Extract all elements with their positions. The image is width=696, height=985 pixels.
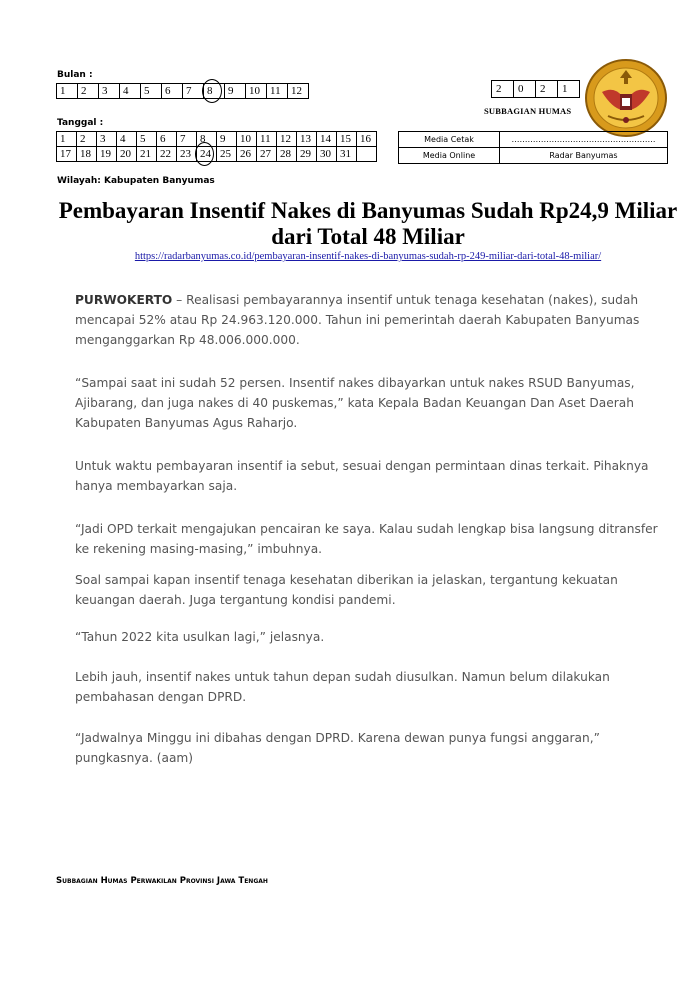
month-cell: 5 [141, 84, 162, 99]
day-cell: 9 [217, 132, 237, 147]
month-cell: 7 [183, 84, 204, 99]
media-online-value: Radar Banyumas [500, 148, 668, 164]
day-cell: 17 [57, 147, 77, 162]
bulan-label: Bulan : [57, 70, 93, 80]
day-cell: 2 [77, 132, 97, 147]
selected-circle [202, 79, 222, 103]
tanggal-label: Tanggal : [57, 118, 104, 128]
garuda-emblem-icon [584, 58, 668, 138]
day-cell: 5 [137, 132, 157, 147]
day-cell: 28 [277, 147, 297, 162]
day-cell: 25 [217, 147, 237, 162]
year-digit: 1 [558, 81, 580, 98]
day-cell: 8 [197, 132, 217, 147]
day-grid [56, 131, 377, 162]
month-cell: 4 [120, 84, 141, 99]
day-cell: 15 [337, 132, 357, 147]
footer-text: Subbagian Humas Perwakilan Provinsi Jawa Tengah [56, 876, 268, 886]
wilayah-label: Wilayah: Kabupaten Banyumas [57, 176, 215, 186]
paragraph-8: “Jadwalnya Minggu ini dibahas dengan DPRD. Karena dewan punya fungsi anggaran,” pungkasnya. (aam) [75, 731, 600, 765]
day-cell: 10 [237, 132, 257, 147]
day-cell: 30 [317, 147, 337, 162]
day-cell: 29 [297, 147, 317, 162]
media-cetak-label: Media Cetak [399, 132, 500, 148]
media-table [398, 131, 668, 164]
day-cell: 12 [277, 132, 297, 147]
paragraph-1: PURWOKERTO – Realisasi pembayarannya insentif untuk tenaga kesehatan (nakes), sudah mencapai 52% atau Rp 24.963.120.000. Tahun ini pemerintah daerah Kabupaten Banyumas menganggarkan Rp 48.006.000.000. [75, 293, 640, 347]
paragraph-6: “Tahun 2022 kita usulkan lagi,” jelasnya. [75, 630, 325, 644]
month-cell: 6 [162, 84, 183, 99]
month-cell: 9 [225, 84, 246, 99]
year-digit: 2 [536, 81, 558, 98]
paragraph-7: Lebih jauh, insentif nakes untuk tahun depan sudah diusulkan. Namun belum dilakukan pembahasan dengan DPRD. [75, 670, 610, 704]
selected-circle [195, 142, 214, 166]
day-cell: 24 [197, 147, 217, 162]
month-grid [56, 83, 309, 99]
month-cell: 11 [267, 84, 288, 99]
media-online-label: Media Online [399, 148, 500, 164]
day-cell: 23 [177, 147, 197, 162]
day-cell: 4 [117, 132, 137, 147]
day-cell: 31 [337, 147, 357, 162]
month-cell: 8 [204, 84, 225, 99]
day-cell: 26 [237, 147, 257, 162]
day-cell: 18 [77, 147, 97, 162]
month-cell: 3 [99, 84, 120, 99]
paragraph-5: Soal sampai kapan insentif tenaga kesehatan diberikan ia jelaskan, tergantung kekuatan keuangan daerah. Juga tergantung kondisi pandemi. [75, 573, 618, 607]
dateline: PURWOKERTO [75, 293, 173, 307]
day-cell [357, 147, 377, 162]
day-cell: 11 [257, 132, 277, 147]
year-digit: 0 [514, 81, 536, 98]
day-cell: 21 [137, 147, 157, 162]
headline: Pembayaran Insentif Nakes di Banyumas Sudah Rp24,9 Miliar dari Total 48 Miliar [58, 198, 678, 249]
year-digit: 2 [492, 81, 514, 98]
day-cell: 20 [117, 147, 137, 162]
day-cell: 14 [317, 132, 337, 147]
month-cell: 2 [78, 84, 99, 99]
day-cell: 27 [257, 147, 277, 162]
day-cell: 1 [57, 132, 77, 147]
day-cell: 19 [97, 147, 117, 162]
media-cetak-value: ……………………………………………… [500, 132, 668, 148]
month-cell: 12 [288, 84, 309, 99]
month-cell: 10 [246, 84, 267, 99]
day-cell: 13 [297, 132, 317, 147]
paragraph-2: “Sampai saat ini sudah 52 persen. Insentif nakes dibayarkan untuk nakes RSUD Banyumas, Ajibarang, dan juga nakes di 40 puskemas,” kata Kepala Badan Keuangan Dan Aset Daerah Kabupaten Banyumas Agus Raharjo. [75, 376, 635, 430]
day-cell: 22 [157, 147, 177, 162]
day-cell: 6 [157, 132, 177, 147]
day-cell: 16 [357, 132, 377, 147]
paragraph-4: “Jadi OPD terkait mengajukan pencairan ke saya. Kalau sudah lengkap bisa langsung ditransfer ke rekening masing-masing,” imbuhnya. [75, 522, 658, 556]
day-cell: 3 [97, 132, 117, 147]
month-cell: 1 [57, 84, 78, 99]
office-label: SUBBAGIAN HUMAS [484, 106, 572, 116]
year-box [491, 80, 580, 98]
day-cell: 7 [177, 132, 197, 147]
source-link[interactable]: https://radarbanyumas.co.id/pembayaran-insentif-nakes-di-banyumas-sudah-rp-249-miliar-dari-total-48-miliar/ [134, 251, 602, 262]
paragraph-3: Untuk waktu pembayaran insentif ia sebut, sesuai dengan permintaan dinas terkait. Pihaknya hanya membayarkan saja. [75, 459, 649, 493]
